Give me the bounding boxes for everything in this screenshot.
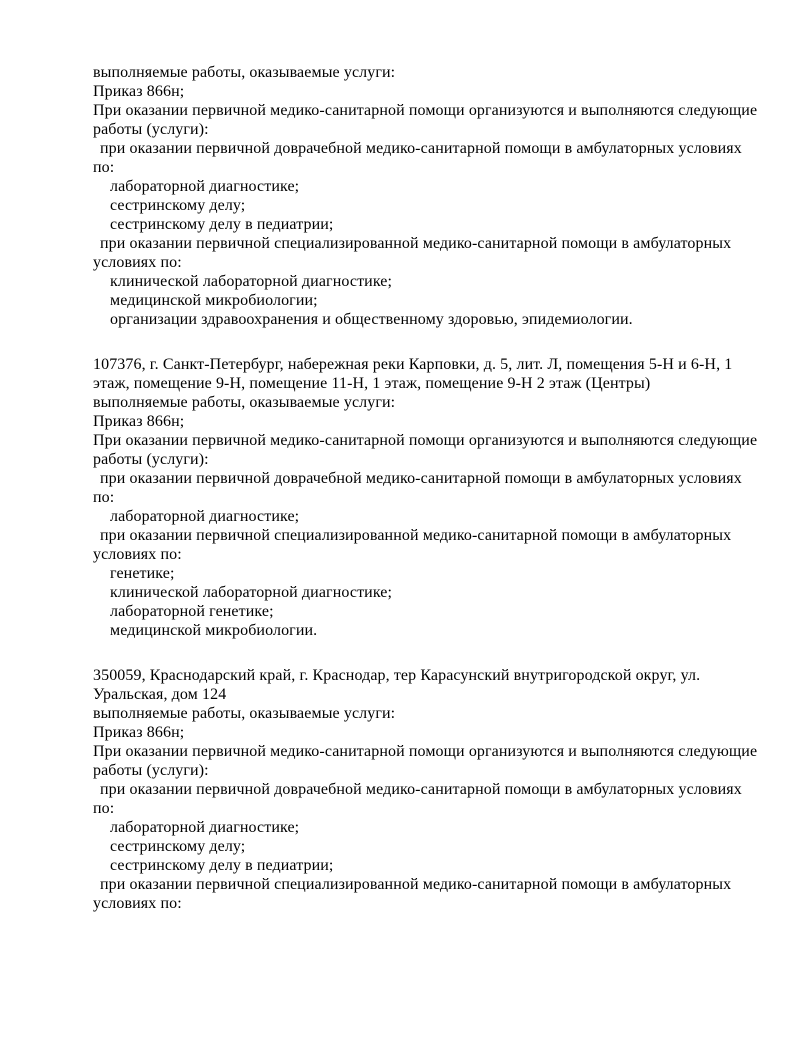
text-line: генетике;	[110, 565, 175, 582]
text-line: лабораторной диагностике;	[110, 819, 300, 836]
text-line: клинической лабораторной диагностике;	[110, 273, 393, 290]
text-line: при оказании первичной доврачебной медико-санитарной помощи в амбулаторных условиях	[100, 470, 742, 487]
text-line: выполняемые работы, оказываемые услуги:	[93, 64, 396, 81]
text-line: при оказании первичной доврачебной медико-санитарной помощи в амбулаторных условиях	[100, 781, 742, 798]
text-line: лабораторной диагностике;	[110, 178, 300, 195]
text-line: выполняемые работы, оказываемые услуги:	[93, 394, 396, 411]
text-line: медицинской микробиологии.	[110, 622, 318, 639]
license-text-section	[93, 355, 761, 640]
text-line: лабораторной диагностике;	[110, 508, 300, 525]
text-line: При оказании первичной медико-санитарной помощи организуются и выполняются следующие	[93, 432, 758, 449]
text-line: Приказ 866н;	[93, 83, 185, 100]
text-line: Уральская, дом 124	[93, 686, 227, 703]
text-line: работы (услуги):	[93, 762, 209, 779]
text-line: по:	[93, 800, 115, 817]
text-line: 107376, г. Санкт-Петербург, набережная реки Карповки, д. 5, лит. Л, помещения 5-Н и 6-Н, 1	[93, 356, 733, 373]
text-line: работы (услуги):	[93, 451, 209, 468]
text-line: сестринскому делу;	[110, 197, 246, 214]
text-line: при оказании первичной специализированной медико-санитарной помощи в амбулаторных	[100, 235, 732, 252]
text-line: организации здравоохранения и общественному здоровью, эпидемиологии.	[110, 311, 633, 328]
text-line: условиях по:	[93, 895, 182, 912]
text-line: Приказ 866н;	[93, 413, 185, 430]
text-line: сестринскому делу в педиатрии;	[110, 216, 334, 233]
text-line: при оказании первичной специализированной медико-санитарной помощи в амбулаторных	[100, 527, 732, 544]
text-line: условиях по:	[93, 254, 182, 271]
license-text	[93, 63, 761, 939]
license-text-section	[93, 666, 761, 913]
text-line: сестринскому делу;	[110, 838, 246, 855]
text-line: при оказании первичной специализированной медико-санитарной помощи в амбулаторных	[100, 876, 732, 893]
text-line: клинической лабораторной диагностике;	[110, 584, 393, 601]
text-line: работы (услуги):	[93, 121, 209, 138]
text-line: этаж, помещение 9-Н, помещение 11-Н, 1 этаж, помещение 9-Н 2 этаж (Центры)	[93, 375, 651, 392]
text-line: сестринскому делу в педиатрии;	[110, 857, 334, 874]
text-line: лабораторной генетике;	[110, 603, 274, 620]
text-line: по:	[93, 159, 115, 176]
text-line: выполняемые работы, оказываемые услуги:	[93, 705, 396, 722]
text-line: медицинской микробиологии;	[110, 292, 318, 309]
text-line: при оказании первичной доврачебной медико-санитарной помощи в амбулаторных условиях	[100, 140, 742, 157]
text-line: условиях по:	[93, 546, 182, 563]
text-line: При оказании первичной медико-санитарной помощи организуются и выполняются следующие	[93, 102, 758, 119]
license-text-section	[93, 63, 761, 329]
text-line: При оказании первичной медико-санитарной помощи организуются и выполняются следующие	[93, 743, 758, 760]
text-line: Приказ 866н;	[93, 724, 185, 741]
text-line: 350059, Краснодарский край, г. Краснодар, тер Карасунский внутригородской округ, ул.	[93, 667, 701, 684]
text-line: по:	[93, 489, 115, 506]
